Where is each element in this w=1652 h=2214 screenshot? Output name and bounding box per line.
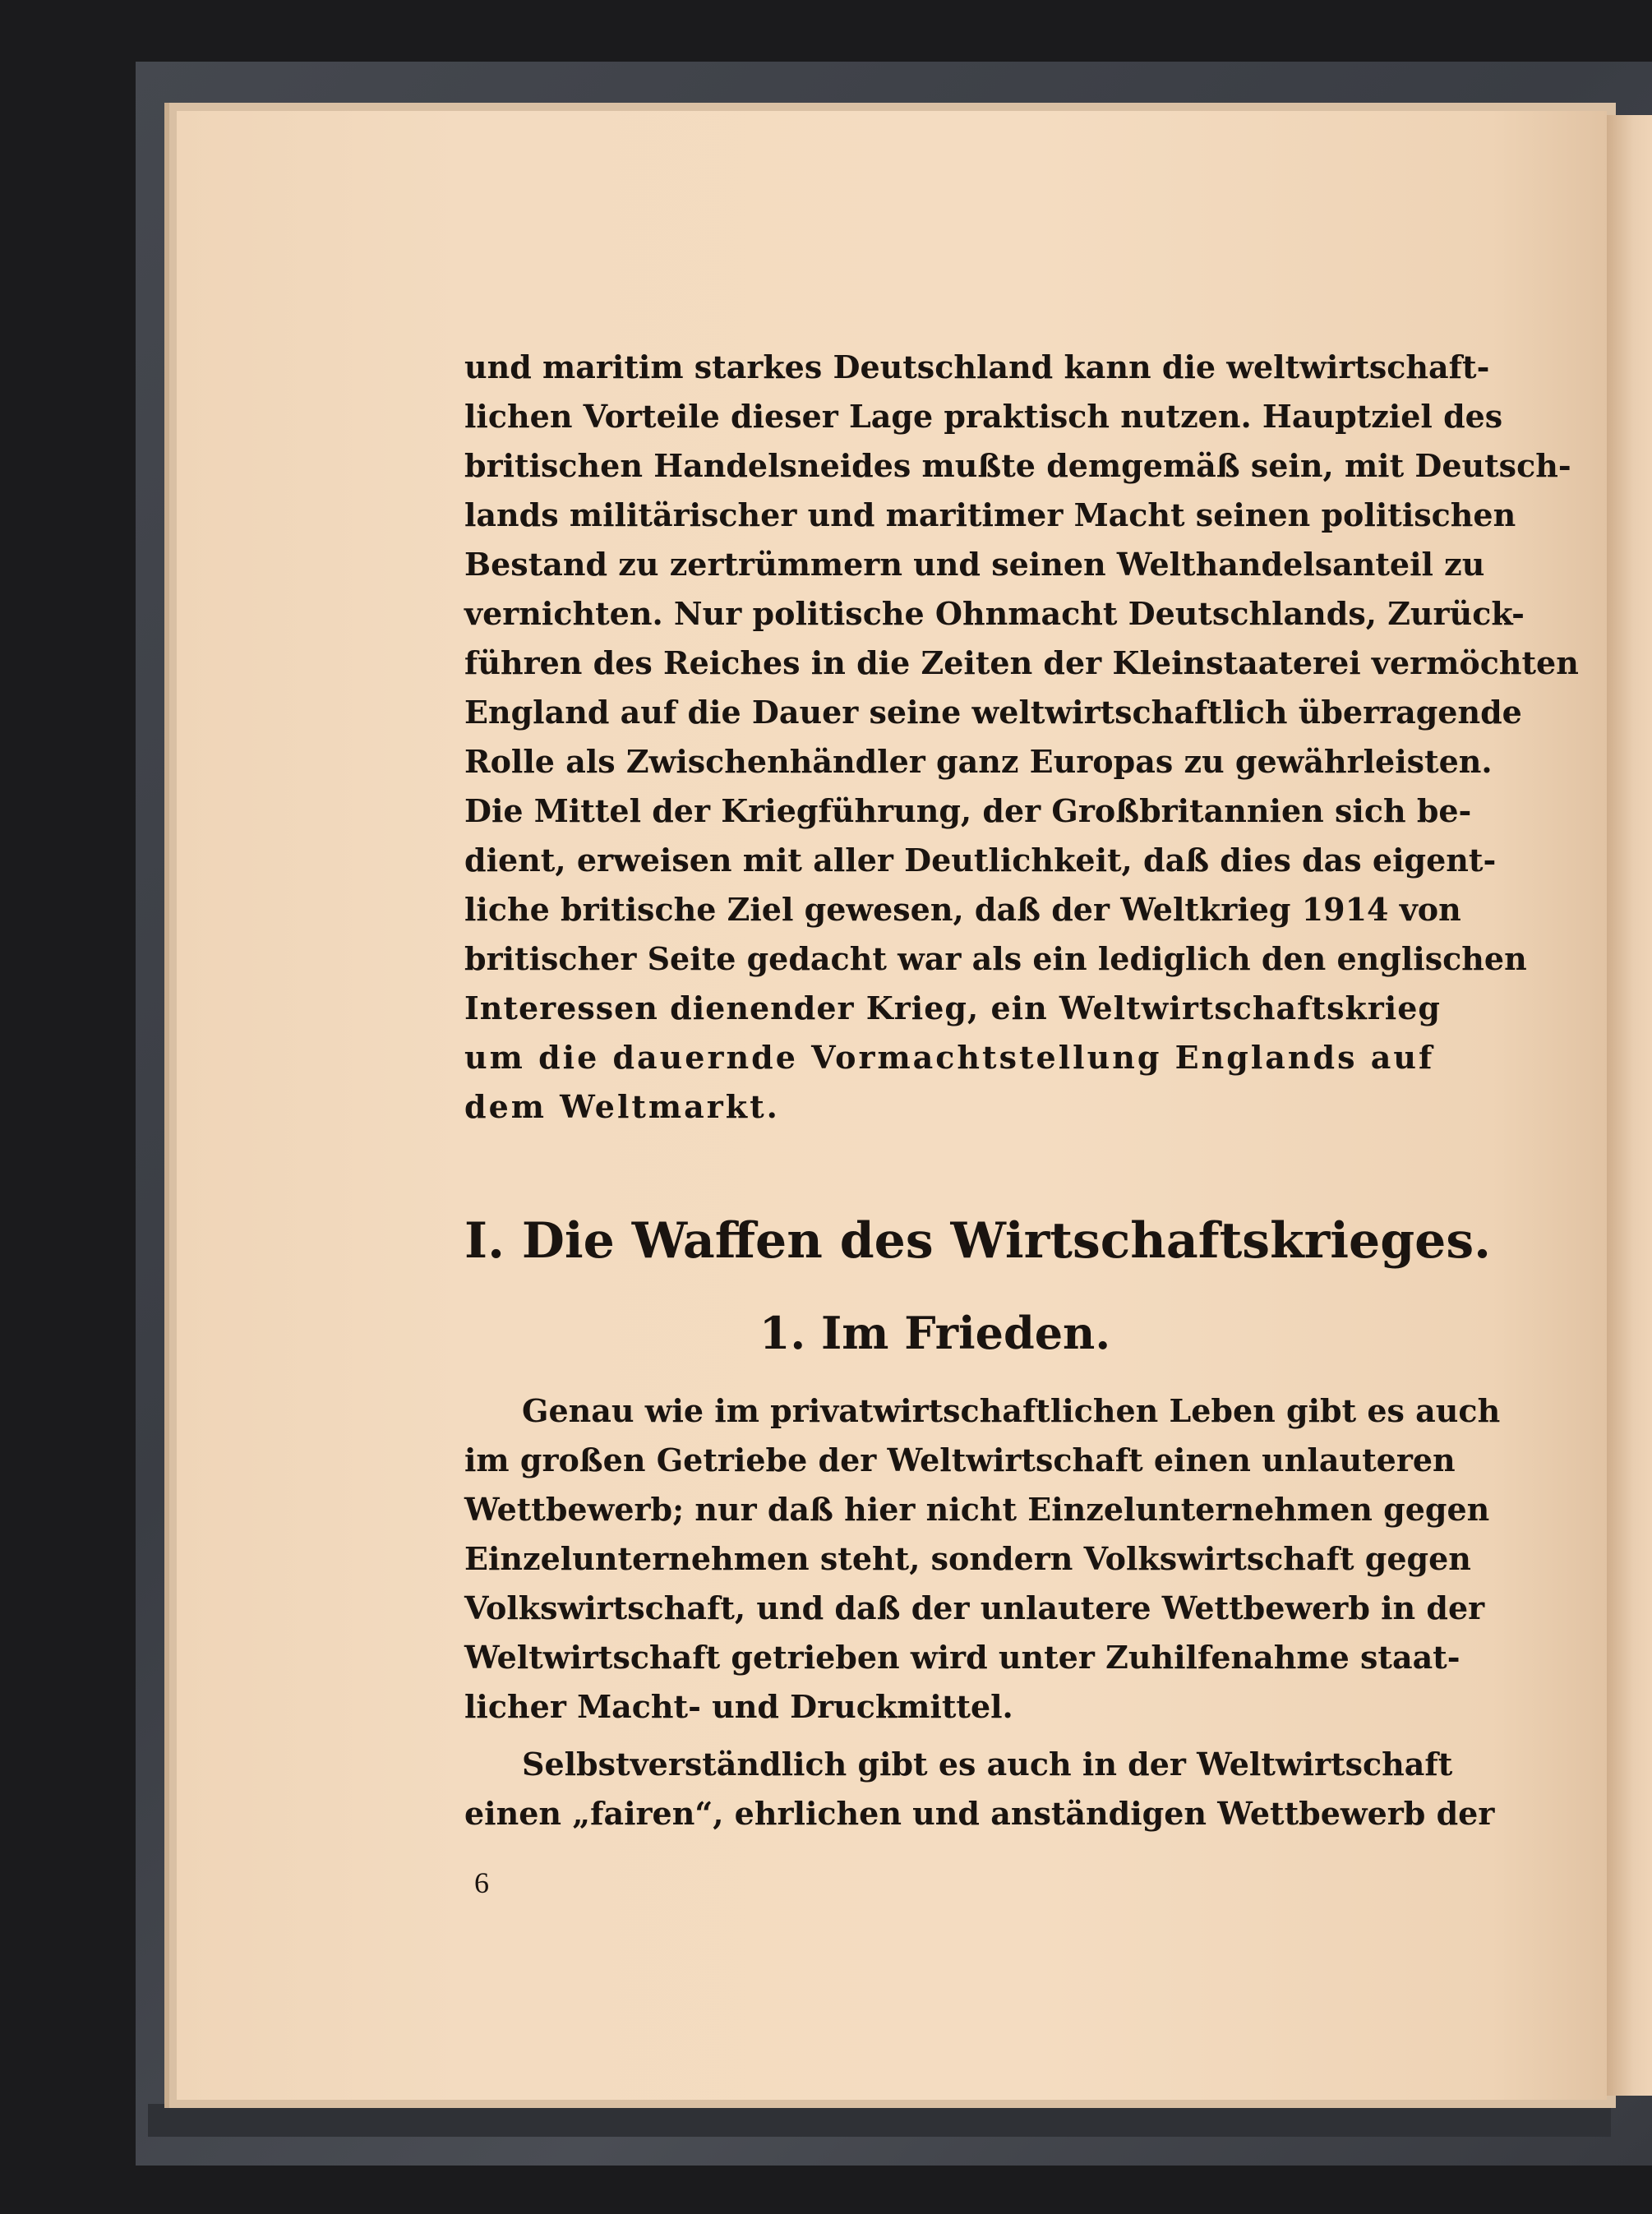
section-heading: 1. Im Frieden. (759, 1307, 1111, 1359)
text-line: Bestand zu zertrümmern und seinen Welthandelsanteil zu (464, 546, 1485, 583)
text-line: Genau wie im privatwirtschaftlichen Leben gibt es auch (522, 1392, 1501, 1429)
chapter-heading: I. Die Waffen des Wirtschaftskrieges. (464, 1212, 1492, 1270)
text-line: britischer Seite gedacht war als ein lediglich den englischen (464, 940, 1527, 977)
text-line: England auf die Dauer seine weltwirtschaftlich überragende (464, 694, 1522, 731)
text-line: und maritim starkes Deutschland kann die weltwirtschaft- (464, 348, 1490, 385)
text-line: britischen Handelsneides mußte demgemäß sein, mit Deutsch- (464, 447, 1571, 484)
text-line: dem Weltmarkt. (464, 1088, 780, 1125)
text-line: lands militärischer und maritimer Macht seinen politischen (464, 496, 1516, 533)
text-line: vernichten. Nur politische Ohnmacht Deutschlands, Zurück- (464, 595, 1525, 632)
text-line: Interessen dienender Krieg, ein Weltwirtschaftskrieg (464, 989, 1441, 1026)
page-number: 6 (474, 1866, 489, 1899)
text-line: Wettbewerb; nur daß hier nicht Einzelunternehmen gegen (464, 1491, 1490, 1528)
text-line: Selbstverständlich gibt es auch in der Weltwirtschaft (522, 1746, 1453, 1783)
text-line: Rolle als Zwischenhändler ganz Europas zu gewährleisten. (464, 743, 1493, 780)
text-line: einen „fairen“, ehrlichen und anständigen Wettbewerb der (464, 1795, 1495, 1832)
text-line: licher Macht- und Druckmittel. (464, 1688, 1013, 1725)
text-line: liche britische Ziel gewesen, daß der Weltkrieg 1914 von (464, 891, 1461, 928)
text-line: Einzelunternehmen steht, sondern Volkswirtschaft gegen (464, 1540, 1471, 1577)
text-line: Die Mittel der Kriegführung, der Großbritannien sich be- (464, 792, 1472, 829)
facing-page-edge (1607, 115, 1652, 2096)
text-line: um die dauernde Vormachtstellung Englands auf (464, 1039, 1435, 1076)
text-line: Volkswirtschaft, und daß der unlautere Wettbewerb in der (464, 1589, 1485, 1626)
text-line: Weltwirtschaft getrieben wird unter Zuhilfenahme staat- (464, 1639, 1460, 1676)
text-line: lichen Vorteile dieser Lage praktisch nutzen. Hauptziel des (464, 398, 1503, 435)
text-line: im großen Getriebe der Weltwirtschaft einen unlauteren (464, 1441, 1456, 1478)
cover-edge (148, 2104, 1611, 2137)
text-line: dient, erweisen mit aller Deutlichkeit, daß dies das eigent- (464, 842, 1497, 879)
text-line: führen des Reiches in die Zeiten der Kleinstaaterei vermöchten (464, 644, 1579, 681)
